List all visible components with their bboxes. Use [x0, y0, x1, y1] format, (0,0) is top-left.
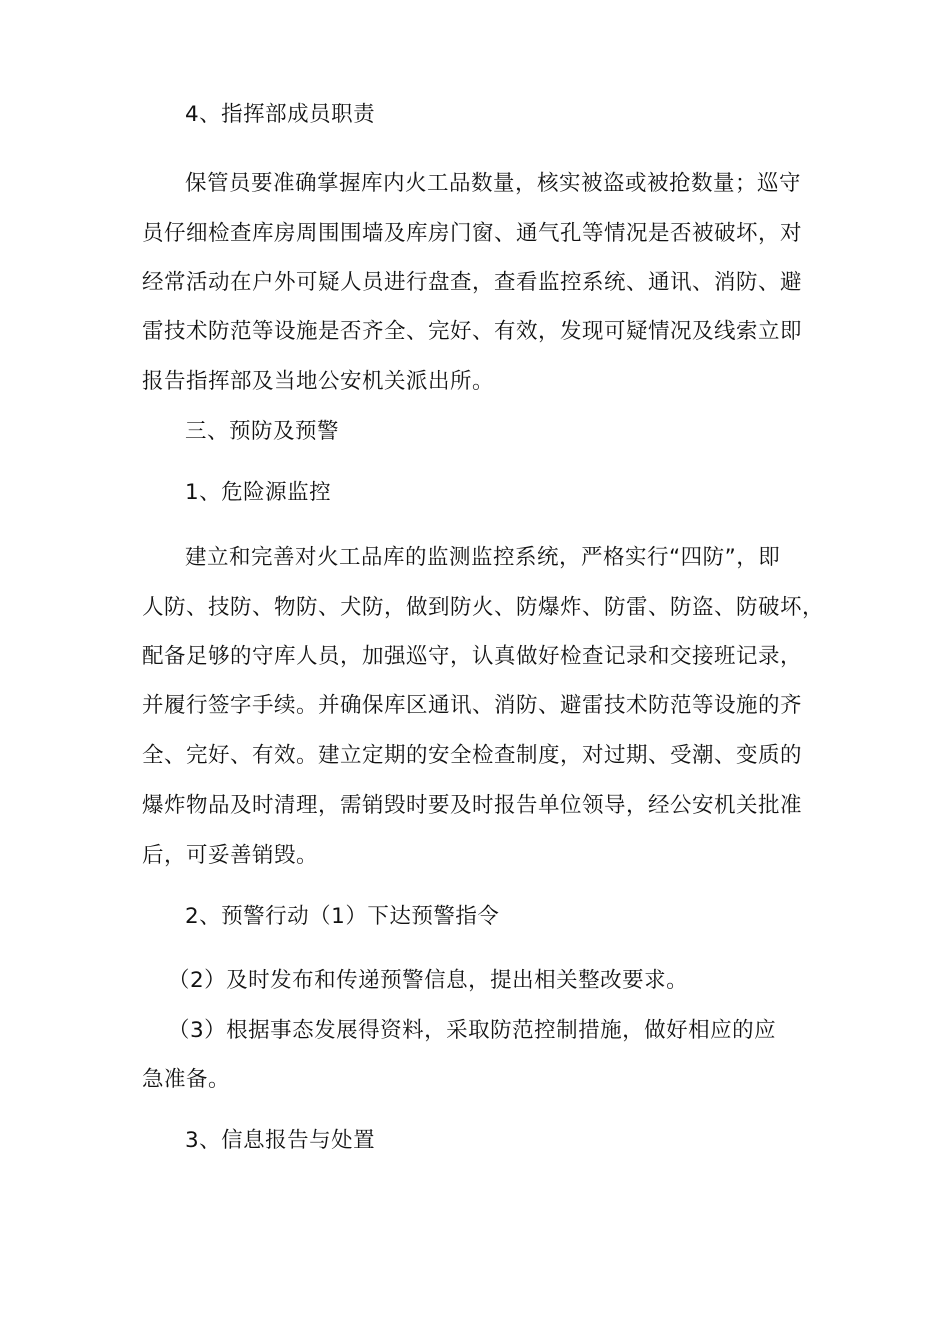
- paragraph-line: 后，可妥善销毁。: [142, 843, 319, 868]
- paragraph-line: 报告指挥部及当地公安机关派出所。: [142, 369, 495, 394]
- heading-hazard-monitoring: 1、危险源监控: [185, 480, 332, 505]
- heading-info-report: 3、信息报告与处置: [185, 1128, 376, 1153]
- paragraph-line: 保管员要准确掌握库内火工品数量，核实被盗或被抢数量；巡守: [185, 171, 802, 196]
- paragraph-line: 急准备。: [142, 1067, 231, 1092]
- list-item: （3）根据事态发展得资料，采取防范控制措施，做好相应的应: [168, 1018, 777, 1043]
- paragraph-line: 全、完好、有效。建立定期的安全检查制度，对过期、受潮、变质的: [142, 743, 803, 768]
- heading-warning-action: 2、预警行动（1）下达预警指令: [185, 904, 500, 929]
- paragraph-line: 并履行签字手续。并确保库区通讯、消防、避雷技术防范等设施的齐: [142, 693, 803, 718]
- section-heading-prevention: 三、预防及预警: [185, 419, 340, 444]
- paragraph-line: 建立和完善对火工品库的监测监控系统，严格实行“四防”，即: [185, 545, 781, 570]
- paragraph-line: 员仔细检查库房周围围墙及库房门窗、通气孔等情况是否被破坏，对: [142, 221, 803, 246]
- paragraph-line: 经常活动在户外可疑人员进行盘查，查看监控系统、通讯、消防、避: [142, 270, 803, 295]
- list-item: （2）及时发布和传递预警信息，提出相关整改要求。: [168, 968, 689, 993]
- paragraph-line: 人防、技防、物防、犬防，做到防火、防爆炸、防雷、防盗、防破坏，: [142, 595, 825, 620]
- paragraph-line: 配备足够的守库人员，加强巡守，认真做好检查记录和交接班记录，: [142, 644, 803, 669]
- paragraph-line: 雷技术防范等设施是否齐全、完好、有效，发现可疑情况及线索立即: [142, 319, 803, 344]
- heading-member-duties: 4、指挥部成员职责: [185, 102, 376, 127]
- paragraph-line: 爆炸物品及时清理，需销毁时要及时报告单位领导，经公安机关批准: [142, 793, 803, 818]
